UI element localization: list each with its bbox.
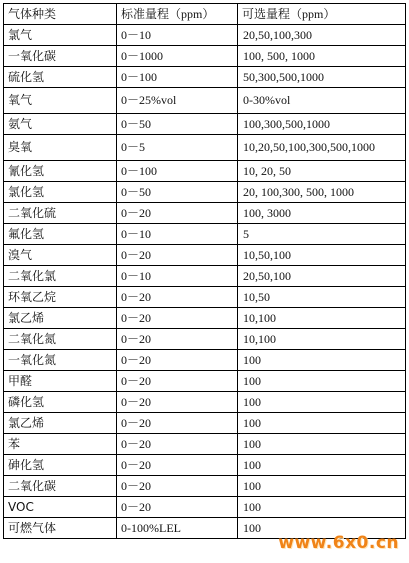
table-row [4, 287, 406, 308]
cell-standard-range: 0－10 [117, 266, 238, 287]
table-header-row [4, 4, 406, 25]
cell-optional-range: 100 [238, 455, 406, 476]
cell-standard-range: 0－20 [117, 497, 238, 518]
header-standard-range: 标准量程（ppm） [117, 4, 238, 25]
cell-gas-name: 氧气 [4, 88, 117, 114]
cell-standard-range: 0－20 [117, 245, 238, 266]
cell-gas-name: 二氧化硫 [4, 203, 117, 224]
table-row [4, 413, 406, 434]
table-body [4, 25, 406, 539]
table-row [4, 114, 406, 135]
cell-standard-range: 0－20 [117, 476, 238, 497]
cell-gas-name: 可燃气体 [4, 518, 117, 539]
table-row [4, 203, 406, 224]
cell-standard-range: 0－10 [117, 25, 238, 46]
cell-optional-range: 10, 20, 50 [238, 161, 406, 182]
table-row [4, 46, 406, 67]
cell-standard-range: 0－20 [117, 203, 238, 224]
cell-gas-name: 苯 [4, 434, 117, 455]
cell-standard-range: 0－100 [117, 67, 238, 88]
cell-optional-range: 10,50 [238, 287, 406, 308]
cell-gas-name: 环氧乙烷 [4, 287, 117, 308]
cell-gas-name: 二氧化氮 [4, 329, 117, 350]
cell-standard-range: 0－100 [117, 161, 238, 182]
cell-standard-range: 0－20 [117, 350, 238, 371]
table-row [4, 135, 406, 161]
table-row [4, 371, 406, 392]
table-row [4, 455, 406, 476]
cell-optional-range: 10,100 [238, 308, 406, 329]
cell-standard-range: 0－20 [117, 371, 238, 392]
cell-optional-range: 100 [238, 350, 406, 371]
cell-optional-range: 50,300,500,1000 [238, 67, 406, 88]
cell-optional-range: 100 [238, 518, 406, 539]
cell-standard-range: 0－10 [117, 224, 238, 245]
cell-optional-range: 10,100 [238, 329, 406, 350]
table-row [4, 266, 406, 287]
table-row [4, 497, 406, 518]
cell-gas-name: 硫化氢 [4, 67, 117, 88]
cell-gas-name: 氯气 [4, 25, 117, 46]
cell-optional-range: 100 [238, 434, 406, 455]
cell-standard-range: 0－50 [117, 182, 238, 203]
cell-optional-range: 100 [238, 413, 406, 434]
cell-gas-name: 甲醛 [4, 371, 117, 392]
cell-standard-range: 0－1000 [117, 46, 238, 67]
cell-optional-range: 100 [238, 392, 406, 413]
cell-standard-range: 0－20 [117, 392, 238, 413]
cell-gas-name: VOC [4, 497, 117, 518]
cell-standard-range: 0－50 [117, 114, 238, 135]
site-watermark: www.6x0.cn [278, 533, 399, 553]
table-row [4, 245, 406, 266]
cell-gas-name: 氟化氢 [4, 224, 117, 245]
cell-optional-range: 100 [238, 497, 406, 518]
table-row [4, 329, 406, 350]
cell-optional-range: 100 [238, 371, 406, 392]
table-row [4, 350, 406, 371]
table-row [4, 308, 406, 329]
table-row [4, 224, 406, 245]
table-row [4, 88, 406, 114]
cell-standard-range: 0－20 [117, 434, 238, 455]
cell-gas-name: 氯乙烯 [4, 413, 117, 434]
cell-gas-name: 磷化氢 [4, 392, 117, 413]
cell-optional-range: 20, 100,300, 500, 1000 [238, 182, 406, 203]
cell-gas-name: 二氧化碳 [4, 476, 117, 497]
cell-optional-range: 100,300,500,1000 [238, 114, 406, 135]
gas-range-table [3, 3, 406, 539]
cell-standard-range: 0－20 [117, 329, 238, 350]
cell-standard-range: 0－25%vol [117, 88, 238, 114]
table-row [4, 182, 406, 203]
cell-standard-range: 0－20 [117, 308, 238, 329]
cell-gas-name: 二氧化氯 [4, 266, 117, 287]
cell-optional-range: 100 [238, 476, 406, 497]
table-row [4, 161, 406, 182]
cell-gas-name: 氯乙烯 [4, 308, 117, 329]
cell-optional-range: 10,50,100 [238, 245, 406, 266]
cell-optional-range: 100, 3000 [238, 203, 406, 224]
cell-gas-name: 一氧化碳 [4, 46, 117, 67]
cell-optional-range: 10,20,50,100,300,500,1000 [238, 135, 406, 161]
cell-gas-name: 氰化氢 [4, 161, 117, 182]
table-row [4, 67, 406, 88]
cell-gas-name: 氯化氢 [4, 182, 117, 203]
cell-gas-name: 溴气 [4, 245, 117, 266]
cell-standard-range: 0－20 [117, 287, 238, 308]
cell-gas-name: 臭氧 [4, 135, 117, 161]
cell-optional-range: 100, 500, 1000 [238, 46, 406, 67]
table-row [4, 25, 406, 46]
cell-optional-range: 5 [238, 224, 406, 245]
header-gas-type: 气体种类 [4, 4, 117, 25]
cell-standard-range: 0－20 [117, 455, 238, 476]
cell-standard-range: 0-100%LEL [117, 518, 238, 539]
cell-gas-name: 氨气 [4, 114, 117, 135]
header-optional-range: 可选量程（ppm） [238, 4, 406, 25]
table-row [4, 476, 406, 497]
table-row [4, 392, 406, 413]
cell-standard-range: 0－5 [117, 135, 238, 161]
cell-optional-range: 20,50,100 [238, 266, 406, 287]
cell-optional-range: 20,50,100,300 [238, 25, 406, 46]
cell-gas-name: 砷化氢 [4, 455, 117, 476]
cell-optional-range: 0-30%vol [238, 88, 406, 114]
table-row [4, 434, 406, 455]
cell-gas-name: 一氧化氮 [4, 350, 117, 371]
cell-standard-range: 0－20 [117, 413, 238, 434]
